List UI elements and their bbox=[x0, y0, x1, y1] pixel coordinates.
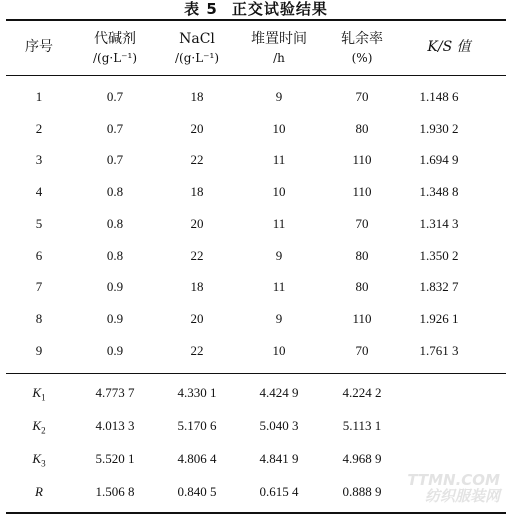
table-cell: 70 bbox=[355, 342, 369, 358]
table-cell: 0.8 bbox=[106, 184, 124, 200]
table-row bbox=[0, 309, 512, 329]
watermark-line1: TTMN.COM bbox=[407, 471, 500, 489]
table-cell: 70 bbox=[355, 215, 369, 231]
table-cell: 1.148 6 bbox=[419, 89, 459, 104]
table-cell: 110 bbox=[352, 310, 372, 326]
summary-cell: 4.773 7 bbox=[95, 385, 135, 400]
table-cell: 1.926 1 bbox=[419, 310, 459, 326]
table-row bbox=[0, 246, 512, 266]
header-nacl-label: NaCl bbox=[179, 31, 215, 47]
table-cell: 1.348 8 bbox=[419, 184, 459, 200]
header-index-label: 序号 bbox=[25, 39, 53, 55]
table-cell: 20 bbox=[190, 120, 204, 136]
table-cell: 0.9 bbox=[106, 279, 124, 295]
header-alkali-unit: /(g·L⁻¹) bbox=[92, 51, 137, 65]
summary-cell: 5.170 6 bbox=[177, 418, 217, 433]
header-alkali bbox=[75, 30, 155, 68]
table-cell: 22 bbox=[190, 247, 204, 263]
table-cell: 110 bbox=[352, 184, 372, 200]
table-cell: 0.7 bbox=[106, 120, 124, 136]
summary-label-subscript: 2 bbox=[41, 425, 46, 436]
table-row bbox=[0, 87, 512, 107]
header-pickup bbox=[322, 30, 402, 68]
header-rule bbox=[6, 75, 506, 76]
table-cell: 8 bbox=[35, 310, 43, 326]
table-cell: 3 bbox=[35, 152, 43, 168]
header-pickup-label: 轧余率 bbox=[341, 31, 383, 47]
table-cell: 1.930 2 bbox=[419, 120, 459, 136]
header-pickup-unit: (%) bbox=[351, 51, 373, 65]
summary-cell: 5.040 3 bbox=[259, 418, 299, 433]
table-cell: 11 bbox=[272, 215, 286, 231]
table-cell: 18 bbox=[190, 279, 204, 295]
summary-label-letter: K bbox=[32, 385, 42, 400]
header-nacl bbox=[157, 30, 237, 68]
table-cell: 7 bbox=[35, 279, 43, 295]
table-cell: 9 bbox=[275, 89, 283, 104]
table-cell: 11 bbox=[272, 279, 286, 295]
table-cell: 1.761 3 bbox=[419, 342, 459, 358]
table-row bbox=[0, 119, 512, 139]
header-alkali-label: 代碱剂 bbox=[94, 31, 136, 47]
table-cell: 4 bbox=[35, 184, 43, 200]
header-time bbox=[239, 30, 319, 68]
summary-row bbox=[0, 449, 512, 469]
summary-cell: 4.806 4 bbox=[177, 451, 217, 466]
summary-cell: 0.840 5 bbox=[177, 484, 217, 499]
summary-cell: 4.330 1 bbox=[177, 385, 217, 400]
table-cell: 9 bbox=[275, 247, 283, 263]
summary-label bbox=[32, 416, 45, 441]
summary-label-letter: K bbox=[32, 418, 42, 433]
table-cell: 80 bbox=[355, 247, 369, 263]
summary-cell: 4.841 9 bbox=[259, 451, 299, 466]
table-row bbox=[0, 182, 512, 202]
header-index bbox=[0, 38, 79, 57]
table-caption: 正交试验结果 bbox=[231, 0, 328, 18]
top-rule bbox=[6, 19, 506, 21]
summary-row bbox=[0, 416, 512, 436]
table-cell: 20 bbox=[190, 215, 204, 231]
table-cell: 1.350 2 bbox=[419, 247, 459, 263]
summary-cell: 0.615 4 bbox=[259, 484, 299, 499]
header-ks bbox=[409, 38, 489, 57]
table-cell: 70 bbox=[355, 89, 369, 104]
summary-label bbox=[32, 383, 45, 408]
table-title bbox=[0, 1, 512, 17]
table-cell: 20 bbox=[190, 310, 204, 326]
table-cell: 0.7 bbox=[106, 152, 124, 168]
summary-cell: 4.424 9 bbox=[259, 385, 299, 400]
summary-label bbox=[32, 449, 45, 474]
table-cell: 0.9 bbox=[106, 310, 124, 326]
table-cell: 1.694 9 bbox=[419, 152, 459, 168]
summary-cell: 5.113 1 bbox=[342, 418, 382, 433]
table-cell: 10 bbox=[272, 342, 286, 358]
table-number: 表 5 bbox=[184, 0, 218, 18]
site-watermark bbox=[407, 472, 500, 504]
table-cell: 18 bbox=[190, 184, 204, 200]
table-cell: 0.7 bbox=[106, 89, 124, 104]
table-cell: 2 bbox=[35, 120, 43, 136]
table-cell: 0.8 bbox=[106, 247, 124, 263]
table-row bbox=[0, 150, 512, 170]
table-cell: 9 bbox=[275, 310, 283, 326]
summary-cell: 4.968 9 bbox=[342, 451, 382, 466]
summary-label-subscript: 1 bbox=[41, 392, 46, 403]
table-cell: 6 bbox=[35, 247, 43, 263]
table-cell: 11 bbox=[272, 152, 286, 168]
header-time-label: 堆置时间 bbox=[251, 31, 307, 47]
watermark-line2: 纺织服装网 bbox=[424, 487, 500, 505]
table-cell: 80 bbox=[355, 279, 369, 295]
table-cell: 0.8 bbox=[106, 215, 124, 231]
summary-cell: 4.224 2 bbox=[342, 385, 382, 400]
summary-rule bbox=[6, 373, 506, 374]
table-cell: 1 bbox=[35, 89, 43, 104]
table-cell: 5 bbox=[35, 215, 43, 231]
summary-label-letter: K bbox=[32, 451, 42, 466]
summary-row bbox=[0, 383, 512, 403]
header-nacl-unit: /(g·L⁻¹) bbox=[174, 51, 219, 65]
bottom-rule bbox=[6, 512, 506, 514]
summary-label-subscript: 3 bbox=[41, 458, 46, 469]
summary-cell: 1.506 8 bbox=[95, 484, 135, 499]
table-cell: 80 bbox=[355, 120, 369, 136]
table-cell: 1.832 7 bbox=[419, 279, 459, 295]
table-row bbox=[0, 214, 512, 234]
table-row bbox=[0, 277, 512, 297]
table-cell: 110 bbox=[352, 152, 372, 168]
summary-label bbox=[35, 482, 43, 502]
table-cell: 22 bbox=[190, 152, 204, 168]
table-cell: 9 bbox=[35, 342, 43, 358]
header-ks-label: K/S 值 bbox=[427, 39, 471, 55]
summary-cell: 0.888 9 bbox=[342, 484, 382, 499]
table-cell: 10 bbox=[272, 184, 286, 200]
summary-label-letter: R bbox=[35, 484, 43, 499]
summary-cell: 4.013 3 bbox=[95, 418, 135, 433]
header-time-unit: /h bbox=[273, 51, 285, 65]
table-cell: 18 bbox=[190, 89, 204, 104]
table-cell: 1.314 3 bbox=[419, 215, 459, 231]
table-cell: 0.9 bbox=[106, 342, 124, 358]
summary-cell: 5.520 1 bbox=[95, 451, 135, 466]
table-row bbox=[0, 341, 512, 361]
table-cell: 22 bbox=[190, 342, 204, 358]
table-cell: 10 bbox=[272, 120, 286, 136]
